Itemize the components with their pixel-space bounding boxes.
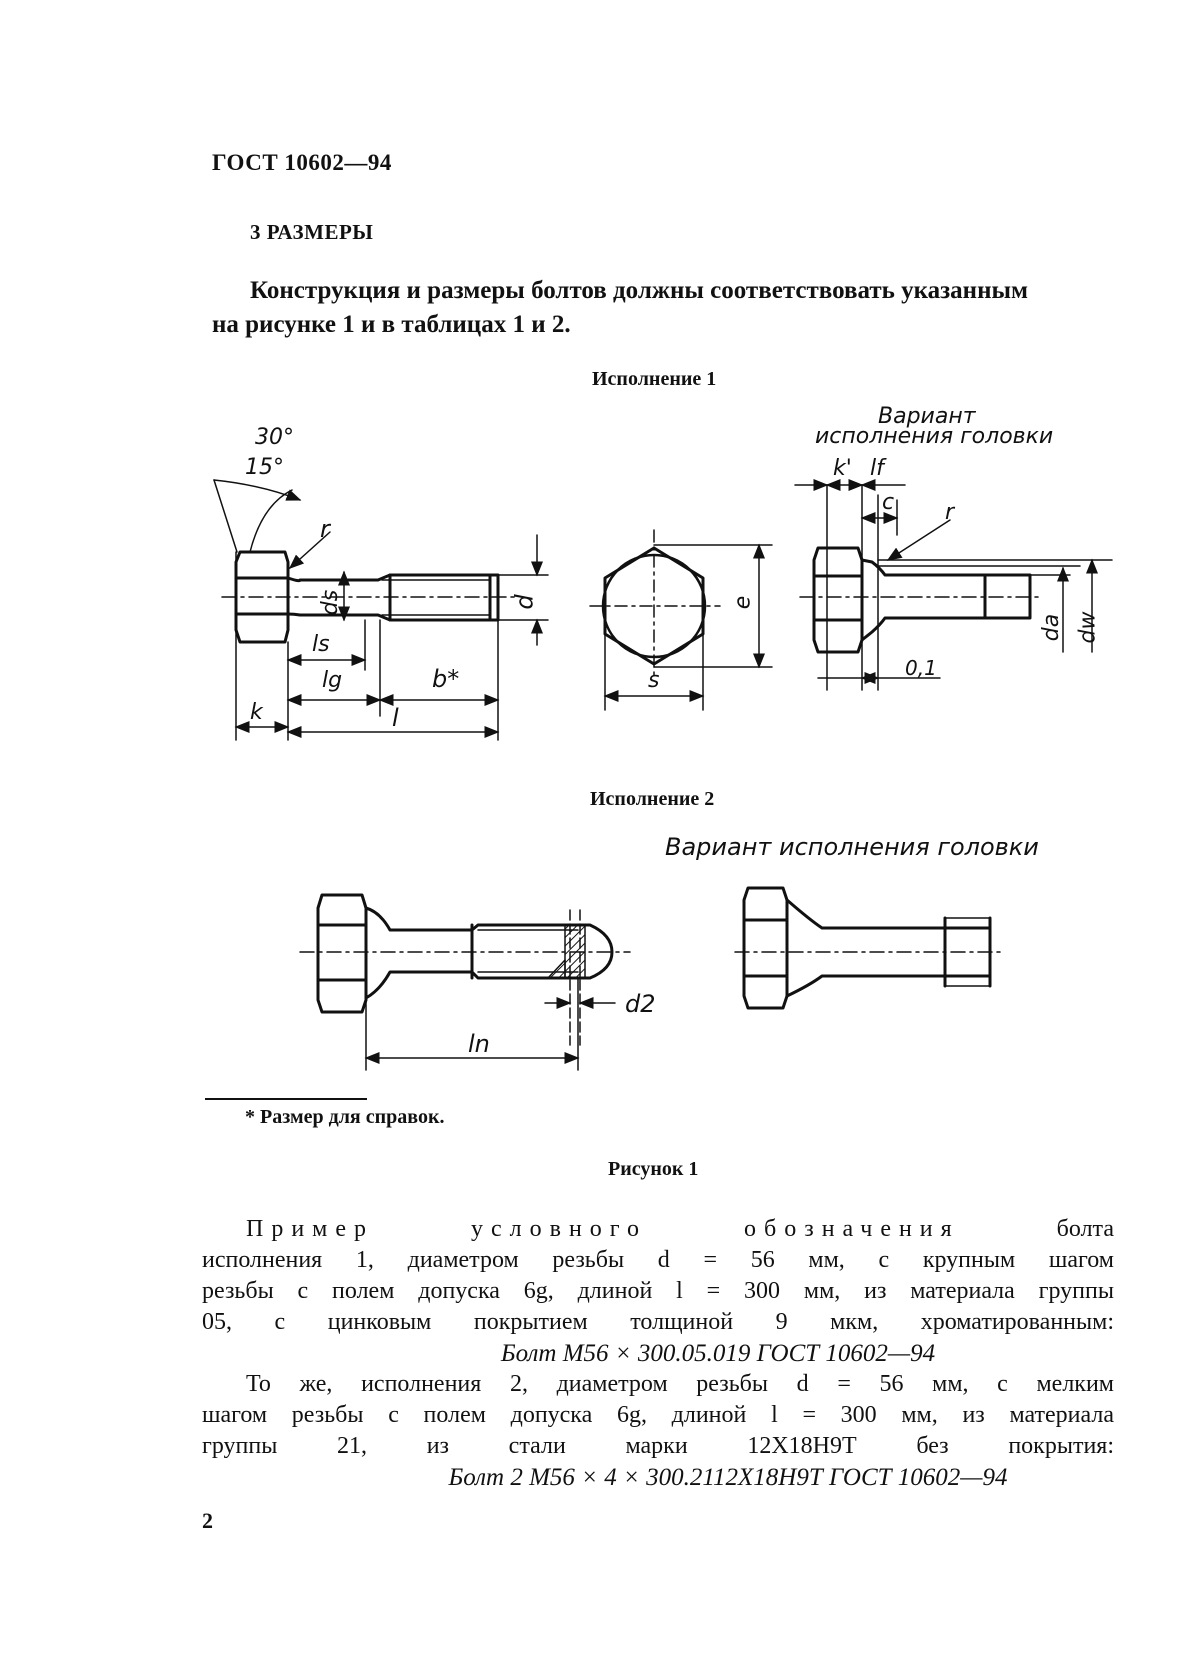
footnote-divider: [205, 1098, 367, 1100]
version-1-label: Исполнение 1: [592, 368, 717, 390]
example-word-1: Пример: [246, 1216, 375, 1242]
example-line-7: группы 21, из стали марки 12Х18Н9Т без покрытия:: [202, 1433, 1114, 1459]
dim-l: l: [392, 704, 399, 732]
dim-angle-30: 30°: [255, 425, 294, 450]
dim-k-prime: k': [833, 456, 852, 481]
dim-angle-15: 15°: [245, 455, 284, 480]
example-line-6: шагом резьбы с полем допуска 6g, длиной l = 300 мм, из материала: [202, 1402, 1114, 1428]
bolt-v1-end-view: [590, 530, 772, 710]
document-code-header: ГОСТ 10602—94: [212, 150, 392, 175]
example-word-2: условного: [470, 1216, 648, 1242]
head-variant-v2-label: Вариант исполнения головки: [665, 833, 1039, 861]
dim-s: s: [648, 668, 660, 693]
example-line-4: 05, с цинковым покрытием толщиной 9 мкм, хроматированным:: [202, 1309, 1114, 1335]
example-word-3: обозначения: [744, 1216, 960, 1242]
version-2-label: Исполнение 2: [590, 788, 715, 810]
dim-ds: ds: [318, 589, 344, 616]
page-number: 2: [202, 1508, 213, 1533]
intro-line-2: на рисунке 1 и в таблицах 1 и 2.: [212, 311, 571, 338]
dim-d: d: [510, 594, 539, 610]
head-variant-v1-line-1: Вариант: [878, 404, 976, 429]
dim-ln: ln: [468, 1030, 490, 1058]
head-variant-v1-line-2: исполнения головки: [815, 424, 1054, 449]
example-word-4: болта: [1056, 1216, 1114, 1242]
intro-line-1: Конструкция и размеры болтов должны соответствовать указанным: [250, 277, 1029, 304]
dim-lg: lg: [322, 668, 343, 693]
dim-b: b*: [432, 665, 460, 693]
example-line-2: исполнения 1, диаметром резьбы d = 56 мм, с крупным шагом: [202, 1247, 1114, 1273]
dim-0-1: 0,1: [905, 656, 937, 680]
figure-caption: Рисунок 1: [608, 1158, 699, 1180]
dim-r-variant: r: [945, 500, 955, 525]
example-heading: [202, 1214, 1114, 1245]
footnote: * Размер для справок.: [245, 1106, 445, 1128]
dim-e: e: [730, 595, 756, 610]
dim-da: da: [1039, 613, 1065, 642]
bolt-v1-side-view: [214, 480, 548, 740]
example-code-2: Болт 2 М56 × 4 × 300.2112Х18Н9Т ГОСТ 10602—94: [448, 1464, 1008, 1491]
example-code-1: Болт М56 × 300.05.019 ГОСТ 10602—94: [500, 1340, 936, 1367]
section-title: 3 РАЗМЕРЫ: [250, 220, 374, 244]
dim-ls: ls: [312, 632, 330, 657]
example-line-3: резьбы с полем допуска 6g, длиной l = 300 мм, из материала группы: [202, 1278, 1114, 1304]
dim-d2: d2: [625, 990, 656, 1018]
dim-c: c: [882, 490, 895, 515]
dim-lf: lf: [870, 456, 884, 481]
example-line-5: То же, исполнения 2, диаметром резьбы d = 56 мм, с мелким: [246, 1371, 1114, 1397]
dim-k: k: [250, 700, 263, 725]
dim-dw: dw: [1075, 611, 1101, 644]
bolt-v2-head-variant: [735, 888, 1000, 1008]
bolt-v2-side-view: [300, 895, 630, 1070]
dim-r: r: [320, 515, 330, 543]
designation-example: [202, 1214, 1114, 1493]
